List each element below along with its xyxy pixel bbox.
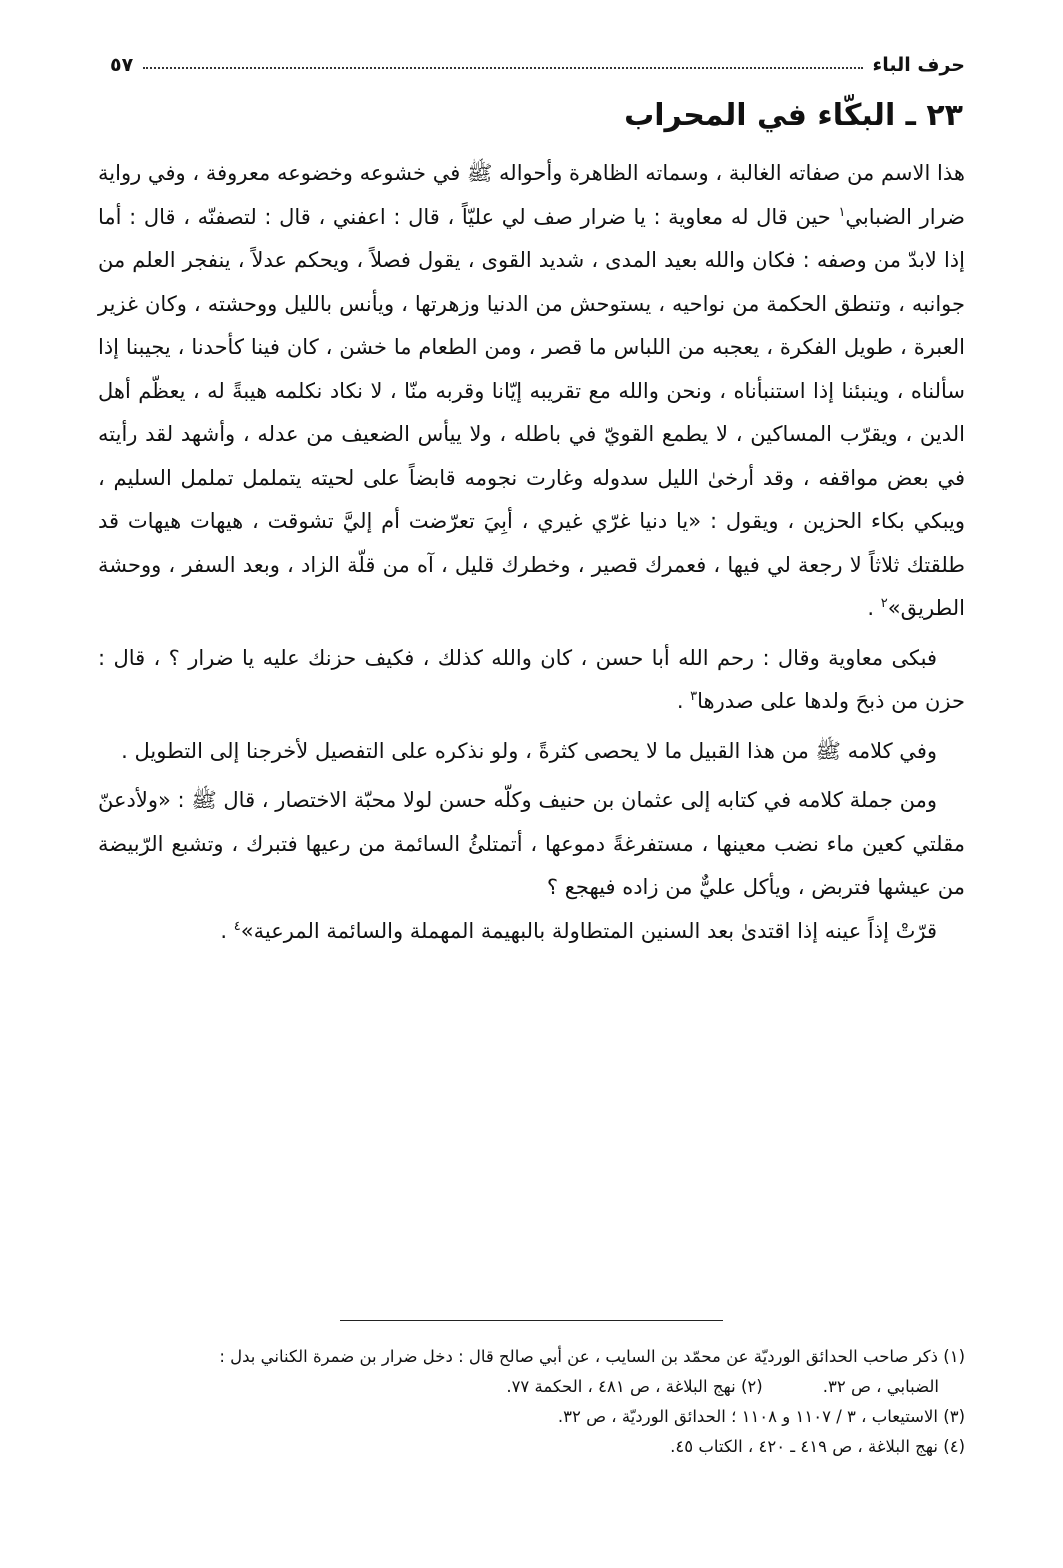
paragraph — [98, 152, 965, 631]
footnote-3: (٣) الاستيعاب ، ٣ / ١١٠٧ و ١١٠٨ ؛ الحدائق الورديّة ، ص ٣٢. — [557, 1407, 965, 1426]
footnote-ref: ٣ — [690, 689, 698, 704]
running-header — [110, 42, 965, 76]
paragraph — [98, 637, 965, 724]
paragraph-text: حين قال له معاوية : يا ضرار صف لي عليّاً ، قال : اعفني ، قال : لتصفنّه ، قال : أما إذا لابدّ من وصفه : فكان والله بعيد المدى ، شديد القوى ، يقول فصلاً ، ويحكم عدلاً ، ينفجر العلم من جوانبه ، وتنطق الحكمة من نواحيه ، يستوحش من الدنيا وزهرتها ، ويأنس بالليل ووحشته ، وكان غزير العبرة ، طويل الفكرة ، يعجبه من اللباس ما قصر ، ومن الطعام ما خشن ، كان فينا كأحدنا ، يجيبنا إذا سألناه ، وينبئنا إذا استنبأناه ، ونحن والله مع تقريبه إيّانا وقربه منّا ، لا نكاد نكلمه هيبةً له ، يعظّم أهل الدين ، ويقرّب المساكين ، لا يطمع القويّ في باطله ، ولا ييأس الضعيف من عدله ، وأشهد لقد رأيته في بعض مواقفه ، وقد أرخىٰ الليل سدوله وغارت نجومه قابضاً على لحيته يتململ تململ السليم ، ويبكي بكاء الحزين ، ويقول : «يا دنيا غرّي غيري ، أبِيَ تعرّضت أم إليَّ تشوقت ، هيهات هيهات قد طلقتك ثلاثاً لا رجعة لي فيها ، فعمرك قصير ، وخطرك قليل ، آه من قلّة الزاد ، وبعد السفر ، ووحشة الطريق» — [98, 204, 965, 620]
footnote-divider — [340, 1320, 723, 1321]
footnotes — [98, 1342, 965, 1462]
footnote-ref: ١ — [838, 204, 846, 220]
page-number: ٥٧ — [110, 54, 134, 76]
chapter-title: ٢٣ ـ البكّاء في المحراب — [624, 98, 963, 133]
body-text — [98, 152, 965, 953]
paragraph-text: هذا الاسم من صفاته الغالبة ، وسماته الظاهرة وأحواله ﷺ في خشوعه وخضوعه معروفة ، وفي رواية ضرار الضبابي — [98, 161, 965, 229]
footnote-4: (٤) نهج البلاغة ، ص ٤١٩ ـ ٤٢٠ ، الكتاب ٤٥. — [670, 1437, 965, 1456]
paragraph-end: . — [676, 689, 691, 713]
footnote-1: (١) ذكر صاحب الحدائق الورديّة عن محمّد بن السايب ، عن أبي صالح قال : دخل ضرار بن ضمرة الكناني بدل : — [219, 1347, 965, 1366]
paragraph-end: . — [867, 596, 881, 620]
header-dot-leader — [143, 67, 862, 69]
footnote-row — [98, 1372, 965, 1402]
footnote-ref: ٢ — [880, 596, 888, 611]
footnote-1-continued: الضبابي ، ص ٣٢. — [822, 1377, 939, 1396]
paragraph-text: فبكى معاوية وقال : رحم الله أبا حسن ، كان والله كذلك ، فكيف حزنك عليه يا ضرار ؟ ، قال : حزن من ذبحَ ولدها على صدرها — [98, 645, 965, 713]
paragraph-end: . — [220, 918, 234, 943]
paragraph-text: وفي كلامه ﷺ من هذا القبيل ما لا يحصى كثرةً ، ولو نذكره على التفصيل لأخرجنا إلى التطويل . — [121, 738, 937, 763]
paragraph — [98, 910, 965, 954]
header-section-title: حرف الباء — [872, 54, 965, 76]
paragraph-text: قرّتْ إذاً عينه إذا اقتدىٰ بعد السنين المتطاولة بالبهيمة المهملة والسائمة المرعية» — [240, 918, 937, 943]
paragraph — [98, 779, 965, 910]
paragraph — [98, 730, 965, 774]
footnote-2: (٢) نهج البلاغة ، ص ٤٨١ ، الحكمة ٧٧. — [506, 1377, 763, 1396]
paragraph-text: ومن جملة كلامه في كتابه إلى عثمان بن حنيف وكلّه حسن لولا محبّة الاختصار ، قال ﷺ : «ولأدعنّ مقلتي كعين ماء نضب معينها ، مستفرغةً دموعها ، أتمتلئُ السائمة من رعيها فتبرك ، وتشبع الرّبيضة من عيشها فتربض ، ويأكل عليٌّ من زاده فيهجع ؟ — [98, 788, 965, 899]
footnote-ref: ٤ — [233, 918, 241, 934]
